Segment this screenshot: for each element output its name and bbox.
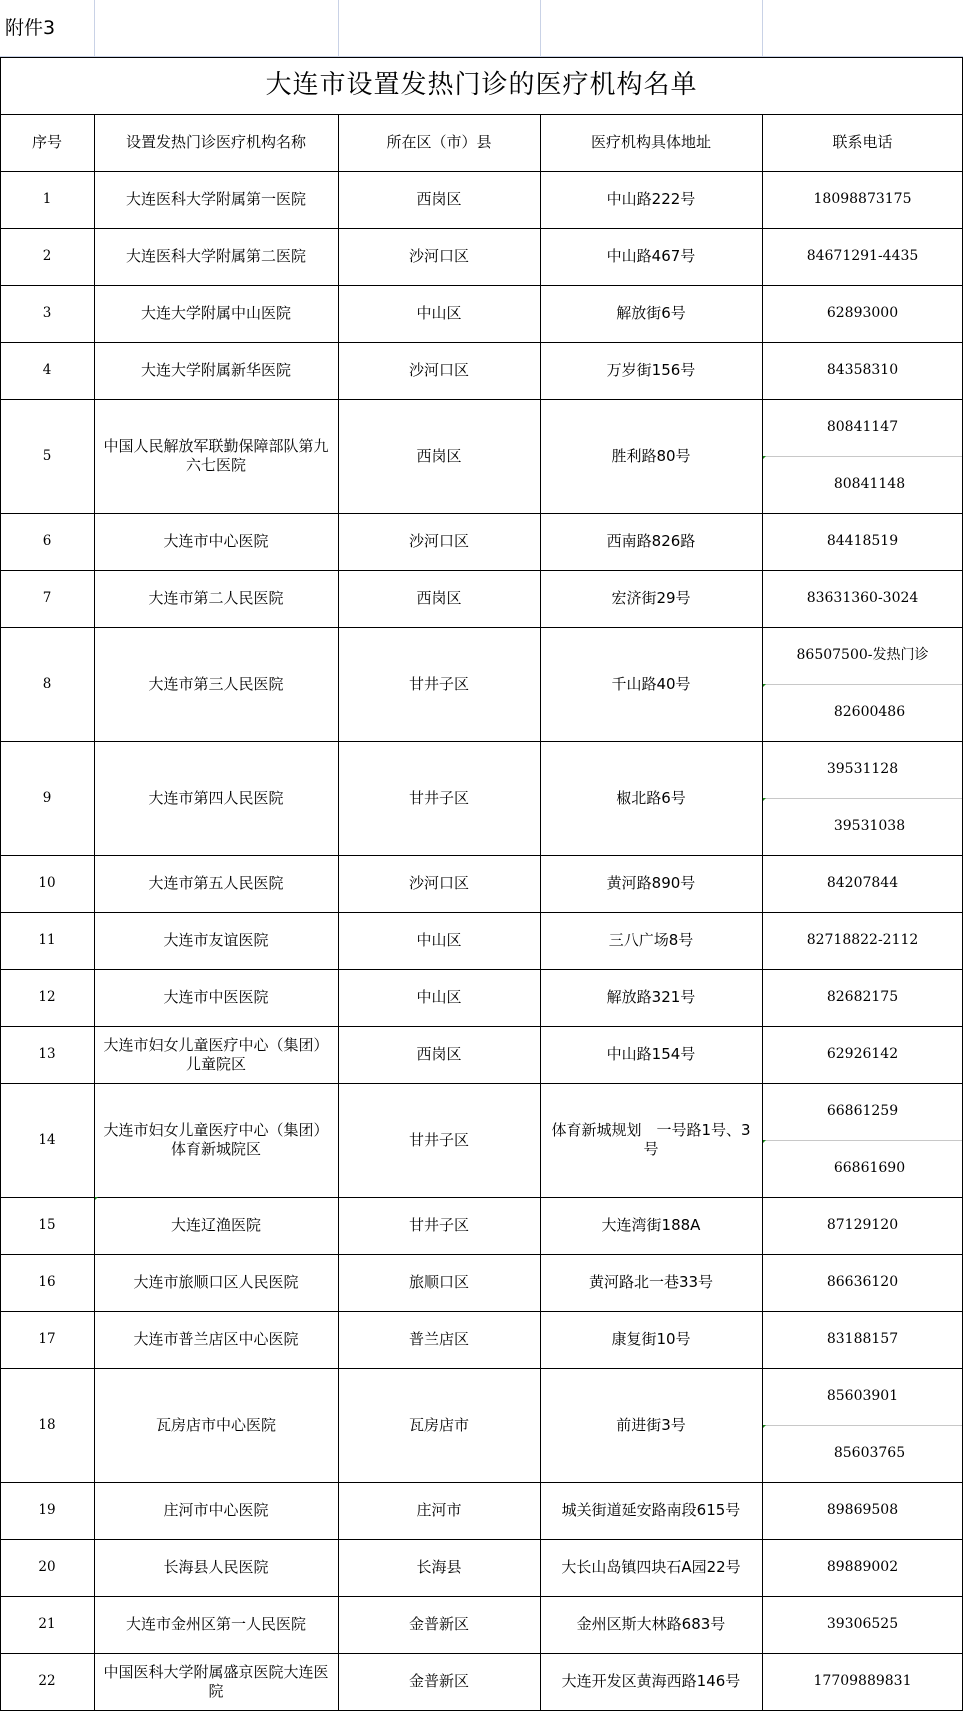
phone-number: 80841148	[833, 475, 906, 492]
hospital-address: 椒北路6号	[616, 788, 686, 807]
phone-number: 62893000	[826, 304, 899, 321]
column-header: 设置发热门诊医疗机构名称	[125, 133, 306, 152]
hospital-name: 长海县人民医院	[163, 1558, 269, 1577]
row-number: 7	[42, 590, 52, 607]
district: 庄河市	[416, 1501, 462, 1520]
hospital-name: 大连市中医医院	[163, 988, 269, 1007]
district: 西岗区	[416, 589, 462, 608]
phone-number: 39306525	[826, 1615, 899, 1632]
district: 中山区	[416, 304, 462, 323]
hospital-address: 解放路321号	[606, 988, 696, 1007]
column-border	[338, 114, 339, 1710]
row-number: 4	[42, 362, 52, 379]
left-border	[0, 57, 1, 1710]
hospital-name: 大连市友谊医院	[163, 931, 269, 950]
row-number: 3	[42, 305, 52, 322]
gridline	[338, 0, 339, 57]
gridline	[540, 0, 541, 57]
hospital-address: 中山路467号	[606, 247, 696, 266]
hospital-address: 大连开发区黄海西路146号	[561, 1672, 741, 1691]
hospital-address: 宏济街29号	[611, 589, 691, 608]
phone-number: 84358310	[826, 361, 899, 378]
hospital-name: 大连市妇女儿童医疗中心（集团）儿童院区	[103, 1035, 329, 1073]
hospital-name: 瓦房店市中心医院	[155, 1415, 276, 1434]
hospital-address: 中山路222号	[606, 190, 696, 209]
hospital-address: 黄河路890号	[606, 874, 696, 893]
hospital-name: 中国医科大学附属盛京医院大连医院	[103, 1662, 329, 1700]
phone-number: 83188157	[826, 1330, 899, 1347]
row-number: 19	[38, 1502, 56, 1519]
row-number: 22	[38, 1673, 56, 1690]
phone-separator	[762, 456, 963, 457]
hospital-address: 大连湾街188A	[601, 1216, 701, 1235]
column-border	[762, 114, 763, 1710]
hospital-name: 大连大学附属中山医院	[140, 304, 291, 323]
district: 沙河口区	[408, 874, 469, 893]
hospital-address: 金州区斯大林路683号	[576, 1615, 726, 1634]
hospital-name: 大连市普兰店区中心医院	[133, 1330, 299, 1349]
district: 沙河口区	[408, 247, 469, 266]
phone-number: 83631360-3024	[806, 589, 919, 606]
district: 沙河口区	[408, 361, 469, 380]
hospital-address: 胜利路80号	[611, 446, 691, 465]
row-number: 1	[42, 191, 52, 208]
row-number: 17	[38, 1331, 56, 1348]
hospital-name: 大连市第四人民医院	[148, 788, 284, 807]
row-number: 10	[38, 875, 56, 892]
district: 金普新区	[408, 1615, 469, 1634]
row-number: 18	[38, 1416, 56, 1433]
phone-separator	[762, 1140, 963, 1141]
hospital-name: 大连市金州区第一人民医院	[125, 1615, 306, 1634]
column-header: 所在区（市）县	[386, 133, 492, 152]
district: 西岗区	[416, 1045, 462, 1064]
district: 甘井子区	[408, 788, 469, 807]
hospital-address: 体育新城规划 一号路1号、3号	[551, 1121, 751, 1158]
phone-number: 85603901	[826, 1387, 899, 1404]
row-number: 6	[42, 533, 52, 550]
row-number: 14	[38, 1131, 56, 1148]
gridline	[762, 0, 763, 57]
phone-number: 82600486	[833, 703, 906, 720]
phone-number: 89869508	[826, 1501, 899, 1518]
page-title: 大连市设置发热门诊的医疗机构名单	[265, 70, 698, 101]
phone-number: 62926142	[826, 1045, 899, 1062]
hospital-name: 大连市中心医院	[163, 532, 269, 551]
district: 金普新区	[408, 1672, 469, 1691]
phone-number: 89889002	[826, 1558, 899, 1575]
hospital-address: 中山路154号	[606, 1045, 696, 1064]
hospital-address: 城关街道延安路南段615号	[561, 1501, 741, 1520]
hospital-address: 黄河路北一巷33号	[588, 1273, 714, 1292]
phone-number: 66861690	[833, 1159, 906, 1176]
hospital-address: 康复街10号	[611, 1330, 691, 1349]
hospital-address: 千山路40号	[611, 674, 691, 693]
district: 中山区	[416, 988, 462, 1007]
district: 旅顺口区	[408, 1273, 469, 1292]
column-header: 序号	[31, 133, 62, 152]
phone-number: 80841147	[826, 418, 899, 435]
row-number: 8	[42, 675, 52, 692]
column-header: 医疗机构具体地址	[590, 133, 711, 152]
hospital-name: 大连市妇女儿童医疗中心（集团）体育新城院区	[103, 1121, 329, 1158]
phone-separator	[762, 684, 963, 685]
hospital-name: 大连市第二人民医院	[148, 589, 284, 608]
district: 甘井子区	[408, 1216, 469, 1235]
hospital-name: 大连辽渔医院	[170, 1216, 261, 1235]
phone-number: 84207844	[826, 874, 899, 891]
hospital-address: 西南路826路	[606, 532, 696, 551]
row-number: 16	[38, 1274, 56, 1291]
hospital-name: 大连医科大学附属第二医院	[125, 247, 306, 266]
row-number: 2	[42, 248, 52, 265]
district: 瓦房店市	[408, 1415, 469, 1434]
district: 长海县	[416, 1558, 462, 1577]
phone-number: 17709889831	[813, 1672, 912, 1689]
hospital-name: 大连市第五人民医院	[148, 874, 284, 893]
attachment-label: 附件3	[5, 16, 56, 39]
column-header: 联系电话	[832, 133, 893, 152]
district: 中山区	[416, 931, 462, 950]
district: 甘井子区	[408, 674, 469, 693]
district: 西岗区	[416, 190, 462, 209]
phone-number: 85603765	[833, 1444, 906, 1461]
row-number: 12	[38, 989, 56, 1006]
hospital-name: 庄河市中心医院	[163, 1501, 269, 1520]
hospital-address: 大长山岛镇四块石A园22号	[561, 1558, 741, 1577]
phone-number: 18098873175	[813, 190, 912, 207]
phone-number: 86636120	[826, 1273, 899, 1290]
phone-number: 39531128	[826, 760, 899, 777]
hospital-name: 大连市第三人民医院	[148, 674, 284, 693]
hospital-address: 万岁街156号	[606, 361, 696, 380]
hospital-name: 中国人民解放军联勤保障部队第九六七医院	[103, 437, 329, 474]
phone-number: 84671291-4435	[806, 247, 919, 264]
phone-number: 66861259	[826, 1102, 899, 1119]
hospital-name: 大连大学附属新华医院	[140, 361, 291, 380]
row-number: 5	[42, 447, 52, 464]
district: 普兰店区	[408, 1330, 469, 1349]
phone-number: 82682175	[826, 988, 899, 1005]
gridline	[94, 0, 95, 57]
row-number: 13	[38, 1046, 56, 1063]
hospital-name: 大连市旅顺口区人民医院	[133, 1273, 299, 1292]
district: 西岗区	[416, 446, 462, 465]
row-number: 15	[38, 1217, 56, 1234]
phone-separator	[762, 798, 963, 799]
row-number: 20	[38, 1559, 56, 1576]
phone-number: 39531038	[833, 817, 906, 834]
district: 沙河口区	[408, 532, 469, 551]
row-number: 11	[38, 932, 56, 949]
hospital-address: 三八广场8号	[608, 931, 694, 950]
phone-number: 87129120	[826, 1216, 899, 1233]
phone-number: 86507500-发热门诊	[796, 646, 929, 663]
hospital-address: 解放街6号	[616, 304, 686, 323]
title-top-border	[0, 57, 963, 58]
district: 甘井子区	[408, 1130, 469, 1149]
row-number: 9	[42, 789, 52, 806]
phone-separator	[762, 1425, 963, 1426]
hospital-name: 大连医科大学附属第一医院	[125, 190, 306, 209]
column-border	[94, 114, 95, 1710]
hospital-address: 前进街3号	[616, 1415, 686, 1434]
phone-number: 82718822-2112	[806, 931, 919, 948]
row-number: 21	[38, 1616, 56, 1633]
phone-number: 84418519	[826, 532, 899, 549]
column-border	[540, 114, 541, 1710]
